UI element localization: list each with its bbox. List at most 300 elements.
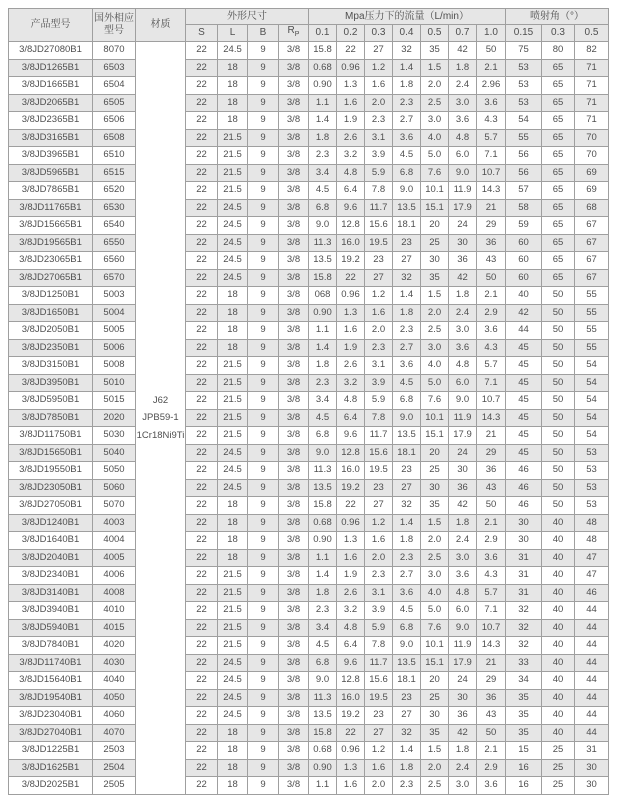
value-cell: 10.1 bbox=[421, 637, 449, 655]
value-cell: 30 bbox=[575, 777, 609, 795]
value-cell: 3/8 bbox=[279, 217, 309, 235]
value-cell: 2.3 bbox=[365, 112, 393, 130]
value-cell: 44 bbox=[575, 637, 609, 655]
value-cell: 15.1 bbox=[421, 427, 449, 445]
value-cell: 27 bbox=[393, 252, 421, 270]
value-cell: 40 bbox=[542, 567, 575, 585]
value-cell: 40 bbox=[542, 602, 575, 620]
table-row bbox=[9, 269, 609, 287]
col-header-dimensions: 外形尺寸 bbox=[186, 9, 309, 25]
value-cell: 22 bbox=[186, 724, 218, 742]
value-cell: 23 bbox=[365, 252, 393, 270]
value-cell: 1.9 bbox=[337, 567, 365, 585]
value-cell: 9 bbox=[248, 514, 279, 532]
value-cell: 45 bbox=[506, 427, 542, 445]
foreign-model-cell: 5060 bbox=[93, 479, 136, 497]
value-cell: 22 bbox=[186, 602, 218, 620]
value-cell: 24 bbox=[449, 672, 477, 690]
value-cell: 24.5 bbox=[218, 707, 248, 725]
value-cell: 5.0 bbox=[421, 602, 449, 620]
table-row bbox=[9, 777, 609, 795]
value-cell: 2.0 bbox=[365, 549, 393, 567]
value-cell: 13.5 bbox=[309, 252, 337, 270]
value-cell: 5.0 bbox=[421, 374, 449, 392]
value-cell: 23 bbox=[365, 707, 393, 725]
foreign-model-cell: 6540 bbox=[93, 217, 136, 235]
value-cell: 9.6 bbox=[337, 199, 365, 217]
value-cell: 14.3 bbox=[477, 409, 506, 427]
value-cell: 25 bbox=[542, 759, 575, 777]
value-cell: 3.4 bbox=[309, 392, 337, 410]
value-cell: 1.2 bbox=[365, 59, 393, 77]
value-cell: 1.8 bbox=[393, 77, 421, 95]
value-cell: 4.3 bbox=[477, 567, 506, 585]
value-cell: 50 bbox=[542, 322, 575, 340]
value-cell: 9 bbox=[248, 59, 279, 77]
value-cell: 24.5 bbox=[218, 199, 248, 217]
material-line: JPB59-1 bbox=[142, 412, 179, 423]
value-cell: 22 bbox=[186, 777, 218, 795]
value-cell: 19.5 bbox=[365, 462, 393, 480]
value-cell: 9 bbox=[248, 374, 279, 392]
value-cell: 6.8 bbox=[309, 654, 337, 672]
value-cell: 7.8 bbox=[365, 409, 393, 427]
value-cell: 18 bbox=[218, 59, 248, 77]
value-cell: 9 bbox=[248, 619, 279, 637]
value-cell: 33 bbox=[506, 654, 542, 672]
value-cell: 4.8 bbox=[337, 392, 365, 410]
foreign-model-cell: 5030 bbox=[93, 427, 136, 445]
value-cell: 3/8 bbox=[279, 497, 309, 515]
foreign-model-cell: 5006 bbox=[93, 339, 136, 357]
foreign-model-cell: 6530 bbox=[93, 199, 136, 217]
value-cell: 3/8 bbox=[279, 199, 309, 217]
value-cell: 46 bbox=[506, 479, 542, 497]
value-cell: 69 bbox=[575, 164, 609, 182]
value-cell: 3/8 bbox=[279, 59, 309, 77]
value-cell: 2.0 bbox=[421, 304, 449, 322]
value-cell: 3.0 bbox=[421, 112, 449, 130]
value-cell: 21.5 bbox=[218, 182, 248, 200]
value-cell: 18.1 bbox=[393, 217, 421, 235]
foreign-model-cell: 5004 bbox=[93, 304, 136, 322]
material-cell bbox=[136, 42, 186, 795]
value-cell: 3.6 bbox=[393, 584, 421, 602]
value-cell: 15.1 bbox=[421, 654, 449, 672]
value-cell: 3/8 bbox=[279, 304, 309, 322]
value-cell: 22 bbox=[186, 707, 218, 725]
value-cell: 1.4 bbox=[309, 567, 337, 585]
value-cell: 53 bbox=[575, 497, 609, 515]
value-cell: 22 bbox=[186, 462, 218, 480]
table-row bbox=[9, 637, 609, 655]
value-cell: 21.5 bbox=[218, 374, 248, 392]
value-cell: 9.6 bbox=[337, 427, 365, 445]
value-cell: 12.8 bbox=[337, 444, 365, 462]
product-model-cell: 3/8JD1240B1 bbox=[9, 514, 93, 532]
value-cell: 2.3 bbox=[309, 374, 337, 392]
value-cell: 45 bbox=[506, 409, 542, 427]
value-cell: 6.0 bbox=[449, 602, 477, 620]
value-cell: 3/8 bbox=[279, 584, 309, 602]
value-cell: 3.0 bbox=[449, 94, 477, 112]
value-cell: 22 bbox=[186, 689, 218, 707]
value-cell: 20 bbox=[421, 444, 449, 462]
foreign-model-cell: 5005 bbox=[93, 322, 136, 340]
value-cell: 6.8 bbox=[393, 619, 421, 637]
product-model-cell: 3/8JD2025B1 bbox=[9, 777, 93, 795]
foreign-model-cell: 4004 bbox=[93, 532, 136, 550]
value-cell: 53 bbox=[506, 59, 542, 77]
col-header-flow: Mpa压力下的流量（L/min） bbox=[309, 9, 506, 25]
product-model-cell: 3/8JD1225B1 bbox=[9, 742, 93, 760]
value-cell: 27 bbox=[365, 42, 393, 60]
value-cell: 16.0 bbox=[337, 234, 365, 252]
value-cell: 58 bbox=[506, 199, 542, 217]
value-cell: 40 bbox=[542, 514, 575, 532]
value-cell: 65 bbox=[542, 147, 575, 165]
value-cell: 44 bbox=[575, 654, 609, 672]
value-cell: 7.6 bbox=[421, 164, 449, 182]
value-cell: 4.3 bbox=[477, 339, 506, 357]
value-cell: 7.8 bbox=[365, 637, 393, 655]
value-cell: 4.0 bbox=[421, 357, 449, 375]
value-cell: 3.6 bbox=[477, 777, 506, 795]
value-cell: 3/8 bbox=[279, 759, 309, 777]
value-cell: 3/8 bbox=[279, 427, 309, 445]
value-cell: 50 bbox=[542, 304, 575, 322]
value-cell: 3/8 bbox=[279, 322, 309, 340]
value-cell: 5.9 bbox=[365, 164, 393, 182]
value-cell: 18 bbox=[218, 549, 248, 567]
value-cell: 3/8 bbox=[279, 42, 309, 60]
col-header-material: 材质 bbox=[136, 9, 186, 42]
value-cell: 36 bbox=[477, 462, 506, 480]
value-cell: 1.8 bbox=[449, 59, 477, 77]
value-cell: 9 bbox=[248, 94, 279, 112]
material-line: J62 bbox=[152, 394, 169, 406]
value-cell: 16 bbox=[506, 777, 542, 795]
value-cell: 7.6 bbox=[421, 619, 449, 637]
value-cell: 65 bbox=[542, 77, 575, 95]
value-cell: 2.5 bbox=[421, 549, 449, 567]
value-cell: 3/8 bbox=[279, 462, 309, 480]
value-cell: 13.5 bbox=[393, 654, 421, 672]
value-cell: 47 bbox=[575, 549, 609, 567]
value-cell: 31 bbox=[506, 549, 542, 567]
value-cell: 9 bbox=[248, 532, 279, 550]
value-cell: 42 bbox=[449, 42, 477, 60]
value-cell: 21 bbox=[477, 427, 506, 445]
value-cell: 0.96 bbox=[337, 287, 365, 305]
value-cell: 1.3 bbox=[337, 532, 365, 550]
value-cell: 30 bbox=[506, 532, 542, 550]
value-cell: 22 bbox=[186, 567, 218, 585]
value-cell: 22 bbox=[186, 637, 218, 655]
col-header-flow-03: 0.3 bbox=[365, 25, 393, 42]
value-cell: 30 bbox=[449, 689, 477, 707]
value-cell: 1.2 bbox=[365, 514, 393, 532]
value-cell: 22 bbox=[186, 77, 218, 95]
product-model-cell: 3/8JD3950B1 bbox=[9, 374, 93, 392]
value-cell: 9 bbox=[248, 129, 279, 147]
value-cell: 9 bbox=[248, 304, 279, 322]
value-cell: 9 bbox=[248, 479, 279, 497]
value-cell: 3/8 bbox=[279, 374, 309, 392]
value-cell: 27 bbox=[365, 269, 393, 287]
value-cell: 22 bbox=[337, 42, 365, 60]
foreign-model-cell: 4030 bbox=[93, 654, 136, 672]
value-cell: 9 bbox=[248, 654, 279, 672]
value-cell: 23 bbox=[365, 479, 393, 497]
value-cell: 20 bbox=[421, 672, 449, 690]
col-header-product: 产品型号 bbox=[9, 9, 93, 42]
value-cell: 11.9 bbox=[449, 182, 477, 200]
value-cell: 17.9 bbox=[449, 427, 477, 445]
value-cell: 54 bbox=[575, 392, 609, 410]
value-cell: 6.8 bbox=[393, 164, 421, 182]
value-cell: 31 bbox=[506, 584, 542, 602]
value-cell: 60 bbox=[506, 269, 542, 287]
value-cell: 22 bbox=[186, 42, 218, 60]
value-cell: 9 bbox=[248, 462, 279, 480]
foreign-model-cell: 4060 bbox=[93, 707, 136, 725]
value-cell: 24.5 bbox=[218, 269, 248, 287]
value-cell: 71 bbox=[575, 77, 609, 95]
col-header-b: B bbox=[248, 25, 279, 42]
col-header-s: S bbox=[186, 25, 218, 42]
col-header-angle-015: 0.15 bbox=[506, 25, 542, 42]
value-cell: 1.4 bbox=[393, 287, 421, 305]
value-cell: 2.0 bbox=[365, 777, 393, 795]
value-cell: 23 bbox=[393, 462, 421, 480]
value-cell: 44 bbox=[575, 689, 609, 707]
value-cell: 3/8 bbox=[279, 479, 309, 497]
value-cell: 44 bbox=[575, 707, 609, 725]
value-cell: 14.3 bbox=[477, 182, 506, 200]
table-row bbox=[9, 549, 609, 567]
value-cell: 3/8 bbox=[279, 637, 309, 655]
value-cell: 7.6 bbox=[421, 392, 449, 410]
foreign-model-cell: 6560 bbox=[93, 252, 136, 270]
value-cell: 5.7 bbox=[477, 129, 506, 147]
value-cell: 71 bbox=[575, 94, 609, 112]
value-cell: 6.4 bbox=[337, 409, 365, 427]
value-cell: 3/8 bbox=[279, 357, 309, 375]
product-model-cell: 3/8JD5965B1 bbox=[9, 164, 93, 182]
value-cell: 11.9 bbox=[449, 409, 477, 427]
value-cell: 0.96 bbox=[337, 59, 365, 77]
value-cell: 22 bbox=[186, 532, 218, 550]
value-cell: 1.2 bbox=[365, 742, 393, 760]
value-cell: 2.6 bbox=[337, 357, 365, 375]
product-model-cell: 3/8JD2340B1 bbox=[9, 567, 93, 585]
value-cell: 50 bbox=[542, 339, 575, 357]
value-cell: 50 bbox=[542, 427, 575, 445]
product-model-cell: 3/8JD19550B1 bbox=[9, 462, 93, 480]
value-cell: 40 bbox=[542, 549, 575, 567]
value-cell: 82 bbox=[575, 42, 609, 60]
col-header-flow-10: 1.0 bbox=[477, 25, 506, 42]
rp-sub: P bbox=[294, 31, 300, 38]
value-cell: 0.68 bbox=[309, 514, 337, 532]
value-cell: 3/8 bbox=[279, 707, 309, 725]
value-cell: 65 bbox=[542, 199, 575, 217]
value-cell: 3/8 bbox=[279, 689, 309, 707]
value-cell: 18 bbox=[218, 497, 248, 515]
value-cell: 22 bbox=[337, 269, 365, 287]
value-cell: 40 bbox=[542, 672, 575, 690]
value-cell: 1.8 bbox=[309, 584, 337, 602]
value-cell: 2.3 bbox=[309, 602, 337, 620]
value-cell: 22 bbox=[186, 234, 218, 252]
value-cell: 11.3 bbox=[309, 234, 337, 252]
value-cell: 11.3 bbox=[309, 462, 337, 480]
value-cell: 40 bbox=[542, 637, 575, 655]
value-cell: 65 bbox=[542, 234, 575, 252]
value-cell: 9 bbox=[248, 182, 279, 200]
value-cell: 0.68 bbox=[309, 59, 337, 77]
value-cell: 54 bbox=[575, 427, 609, 445]
value-cell: 9 bbox=[248, 602, 279, 620]
value-cell: 32 bbox=[393, 497, 421, 515]
value-cell: 50 bbox=[542, 287, 575, 305]
value-cell: 50 bbox=[542, 462, 575, 480]
value-cell: 1.8 bbox=[309, 357, 337, 375]
foreign-model-cell: 2504 bbox=[93, 759, 136, 777]
value-cell: 65 bbox=[542, 164, 575, 182]
value-cell: 3.0 bbox=[449, 549, 477, 567]
value-cell: 4.5 bbox=[309, 409, 337, 427]
value-cell: 15.1 bbox=[421, 199, 449, 217]
value-cell: 42 bbox=[449, 724, 477, 742]
value-cell: 22 bbox=[186, 619, 218, 637]
value-cell: 65 bbox=[542, 217, 575, 235]
value-cell: 9 bbox=[248, 217, 279, 235]
product-model-cell: 3/8JD11740B1 bbox=[9, 654, 93, 672]
table-row bbox=[9, 759, 609, 777]
value-cell: 2.1 bbox=[477, 742, 506, 760]
foreign-model-cell: 5008 bbox=[93, 357, 136, 375]
value-cell: 55 bbox=[506, 129, 542, 147]
table-row bbox=[9, 147, 609, 165]
value-cell: 21.5 bbox=[218, 129, 248, 147]
value-cell: 9 bbox=[248, 252, 279, 270]
value-cell: 45 bbox=[506, 444, 542, 462]
foreign-model-cell: 4010 bbox=[93, 602, 136, 620]
value-cell: 44 bbox=[575, 724, 609, 742]
material-line: 1Cr18Ni9Ti bbox=[136, 429, 185, 441]
value-cell: 3/8 bbox=[279, 672, 309, 690]
value-cell: 22 bbox=[186, 339, 218, 357]
value-cell: 1.3 bbox=[337, 304, 365, 322]
value-cell: 1.8 bbox=[309, 129, 337, 147]
product-model-cell: 3/8JD27080B1 bbox=[9, 42, 93, 60]
table-row bbox=[9, 234, 609, 252]
foreign-model-cell: 4050 bbox=[93, 689, 136, 707]
value-cell: 1.5 bbox=[421, 287, 449, 305]
foreign-model-cell: 4020 bbox=[93, 637, 136, 655]
value-cell: 2.1 bbox=[477, 514, 506, 532]
foreign-model-cell: 5070 bbox=[93, 497, 136, 515]
value-cell: 56 bbox=[506, 147, 542, 165]
foreign-model-cell: 6510 bbox=[93, 147, 136, 165]
value-cell: 6.8 bbox=[309, 427, 337, 445]
value-cell: 9.0 bbox=[309, 217, 337, 235]
value-cell: 1.6 bbox=[365, 304, 393, 322]
value-cell: 0.68 bbox=[309, 742, 337, 760]
value-cell: 3.0 bbox=[421, 567, 449, 585]
value-cell: 2.5 bbox=[421, 322, 449, 340]
table-row bbox=[9, 689, 609, 707]
product-model-cell: 3/8JD3940B1 bbox=[9, 602, 93, 620]
product-model-cell: 3/8JD1250B1 bbox=[9, 287, 93, 305]
value-cell: 19.2 bbox=[337, 252, 365, 270]
value-cell: 46 bbox=[506, 497, 542, 515]
value-cell: 35 bbox=[421, 42, 449, 60]
value-cell: 15.8 bbox=[309, 269, 337, 287]
value-cell: 1.6 bbox=[365, 77, 393, 95]
value-cell: 2.3 bbox=[393, 777, 421, 795]
value-cell: 9.0 bbox=[309, 444, 337, 462]
value-cell: 1.4 bbox=[309, 112, 337, 130]
value-cell: 5.0 bbox=[421, 147, 449, 165]
value-cell: 3.6 bbox=[393, 357, 421, 375]
value-cell: 48 bbox=[575, 514, 609, 532]
value-cell: 75 bbox=[506, 42, 542, 60]
value-cell: 1.6 bbox=[337, 94, 365, 112]
value-cell: 2.9 bbox=[477, 304, 506, 322]
value-cell: 0.90 bbox=[309, 304, 337, 322]
value-cell: 24.5 bbox=[218, 672, 248, 690]
product-model-cell: 3/8JD7840B1 bbox=[9, 637, 93, 655]
value-cell: 60 bbox=[506, 234, 542, 252]
foreign-model-cell: 5040 bbox=[93, 444, 136, 462]
value-cell: 43 bbox=[477, 252, 506, 270]
product-model-cell: 3/8JD3140B1 bbox=[9, 584, 93, 602]
value-cell: 50 bbox=[542, 497, 575, 515]
value-cell: 40 bbox=[542, 724, 575, 742]
table-row bbox=[9, 77, 609, 95]
value-cell: 3.2 bbox=[337, 374, 365, 392]
value-cell: 24.5 bbox=[218, 217, 248, 235]
value-cell: 11.9 bbox=[449, 637, 477, 655]
value-cell: 3.6 bbox=[477, 322, 506, 340]
value-cell: 5.9 bbox=[365, 392, 393, 410]
value-cell: 21 bbox=[477, 654, 506, 672]
value-cell: 22 bbox=[186, 322, 218, 340]
value-cell: 0.96 bbox=[337, 514, 365, 532]
value-cell: 2.0 bbox=[421, 759, 449, 777]
value-cell: 9 bbox=[248, 147, 279, 165]
value-cell: 47 bbox=[575, 567, 609, 585]
product-model-cell: 3/8JD11750B1 bbox=[9, 427, 93, 445]
value-cell: 9 bbox=[248, 77, 279, 95]
value-cell: 23 bbox=[393, 234, 421, 252]
value-cell: 53 bbox=[575, 479, 609, 497]
value-cell: 25 bbox=[421, 234, 449, 252]
value-cell: 21.5 bbox=[218, 392, 248, 410]
value-cell: 9 bbox=[248, 689, 279, 707]
product-model-cell: 3/8JD7850B1 bbox=[9, 409, 93, 427]
value-cell: 24.5 bbox=[218, 479, 248, 497]
value-cell: 3.9 bbox=[365, 602, 393, 620]
value-cell: 22 bbox=[186, 147, 218, 165]
value-cell: 9.0 bbox=[393, 409, 421, 427]
value-cell: 2.6 bbox=[337, 129, 365, 147]
value-cell: 3.4 bbox=[309, 164, 337, 182]
value-cell: 15.8 bbox=[309, 497, 337, 515]
